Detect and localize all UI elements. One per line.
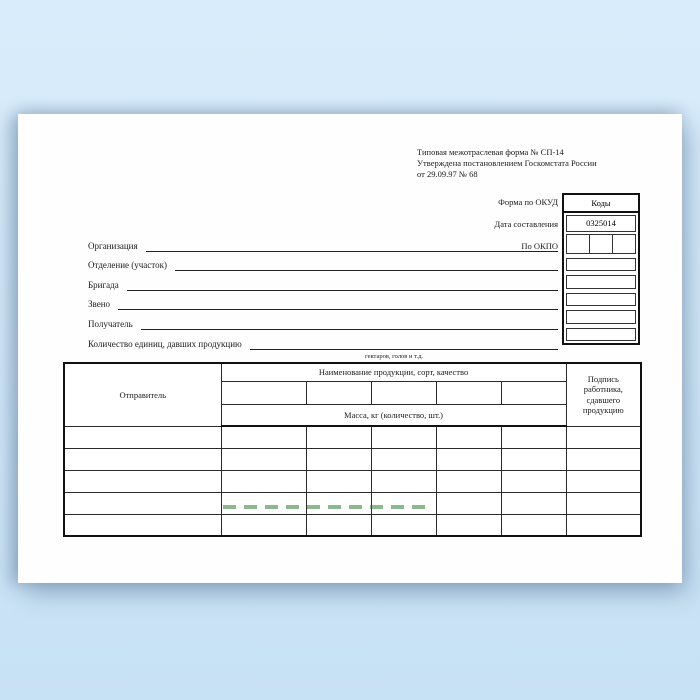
- table-cell: [371, 470, 436, 492]
- form-number-line: Типовая межотраслевая форма № СП-14: [417, 147, 564, 157]
- product-subcell: [436, 381, 501, 404]
- product-column-header: Наименование продукции, сорт, качество: [221, 363, 566, 381]
- table-cell: [501, 426, 566, 448]
- table-cell: [64, 426, 221, 448]
- form-fields: [88, 232, 558, 350]
- okud-label: Форма по ОКУД: [498, 197, 558, 207]
- approval-line: Утверждена постановлением Госкомстата России: [417, 158, 597, 168]
- table-cell: [221, 426, 306, 448]
- field-row-brigade: [88, 271, 558, 291]
- table-body: [64, 426, 641, 536]
- fill-line: [118, 297, 558, 310]
- table-cell: [371, 448, 436, 470]
- table-cell: [306, 492, 371, 514]
- table-cell: [306, 448, 371, 470]
- field-row-organization: [88, 232, 558, 252]
- table-cell: [501, 470, 566, 492]
- field-label: Организация: [88, 240, 138, 251]
- field-row-units-count: [88, 330, 558, 350]
- field-label: Отделение (участок): [88, 260, 167, 271]
- okpo-code-cell: [612, 234, 636, 254]
- field-label: Получатель: [88, 318, 133, 329]
- mass-column-header: Масса, кг (количество, шт.): [221, 404, 566, 426]
- table-row: [64, 426, 641, 448]
- okpo-label: По ОКПО: [521, 241, 558, 251]
- empty-code-cell: [566, 258, 636, 271]
- table-cell: [566, 470, 641, 492]
- table-cell: [64, 470, 221, 492]
- table-cell: [64, 448, 221, 470]
- codes-header: Коды: [564, 195, 638, 213]
- table-cell: [371, 426, 436, 448]
- table-cell: [64, 514, 221, 536]
- table-cell: [221, 492, 306, 514]
- codes-box: [562, 193, 640, 345]
- table-cell: [221, 514, 306, 536]
- table-cell: [566, 514, 641, 536]
- table-row: [64, 492, 641, 514]
- table-cell: [371, 514, 436, 536]
- table-cell: [566, 492, 641, 514]
- approval-date-line: от 29.09.97 № 68: [417, 169, 478, 179]
- product-subcell: [306, 381, 371, 404]
- table-cell: [436, 448, 501, 470]
- products-table: [63, 362, 642, 537]
- table-cell: [566, 426, 641, 448]
- field-label: Звено: [88, 299, 111, 310]
- table-cell: [221, 448, 306, 470]
- table-cell: [306, 470, 371, 492]
- fill-line: [141, 317, 558, 330]
- date-label: Дата составления: [494, 219, 558, 229]
- table-cell: [436, 470, 501, 492]
- product-subcell: [371, 381, 436, 404]
- table-cell: [306, 426, 371, 448]
- table-cell: [436, 514, 501, 536]
- product-subcell: [221, 381, 306, 404]
- table-header-row: [64, 363, 641, 381]
- empty-code-cell: [566, 293, 636, 306]
- signature-column-header: Подпись работника, сдавшего продукцию: [566, 363, 641, 426]
- watermark: [223, 505, 425, 509]
- table-cell: [371, 492, 436, 514]
- form-approval-note: [417, 147, 657, 180]
- units-note: гектаров, голов и т.д.: [364, 353, 424, 360]
- table-cell: [501, 514, 566, 536]
- field-label: Бригада: [88, 279, 119, 290]
- empty-code-cell: [566, 310, 636, 323]
- field-row-department: [88, 252, 558, 272]
- sender-column-header: Отправитель: [64, 363, 221, 426]
- table-row: [64, 514, 641, 536]
- codes-cells: [564, 213, 638, 343]
- empty-code-cell: [566, 275, 636, 288]
- table-cell: [436, 492, 501, 514]
- okpo-code-cell: [566, 234, 590, 254]
- table-row: [64, 448, 641, 470]
- okpo-code-cell: [589, 234, 613, 254]
- okud-code-cell: 0325014: [566, 215, 636, 232]
- document-sheet: [18, 114, 682, 583]
- table-cell: [501, 448, 566, 470]
- okpo-code-row: [566, 234, 636, 254]
- table-cell: [501, 492, 566, 514]
- table-cell: [306, 514, 371, 536]
- table-cell: [566, 448, 641, 470]
- field-row-recipient: [88, 310, 558, 330]
- fill-line: [250, 337, 558, 350]
- fill-line: [175, 258, 558, 271]
- table-cell: [436, 426, 501, 448]
- table-row: [64, 470, 641, 492]
- field-row-unit: [88, 291, 558, 311]
- field-label: Количество единиц, давших продукцию: [88, 338, 242, 349]
- empty-code-cell: [566, 328, 636, 341]
- product-subcell: [501, 381, 566, 404]
- table-cell: [221, 470, 306, 492]
- fill-line: [146, 239, 558, 252]
- table-cell: [64, 492, 221, 514]
- fill-line: [127, 278, 558, 291]
